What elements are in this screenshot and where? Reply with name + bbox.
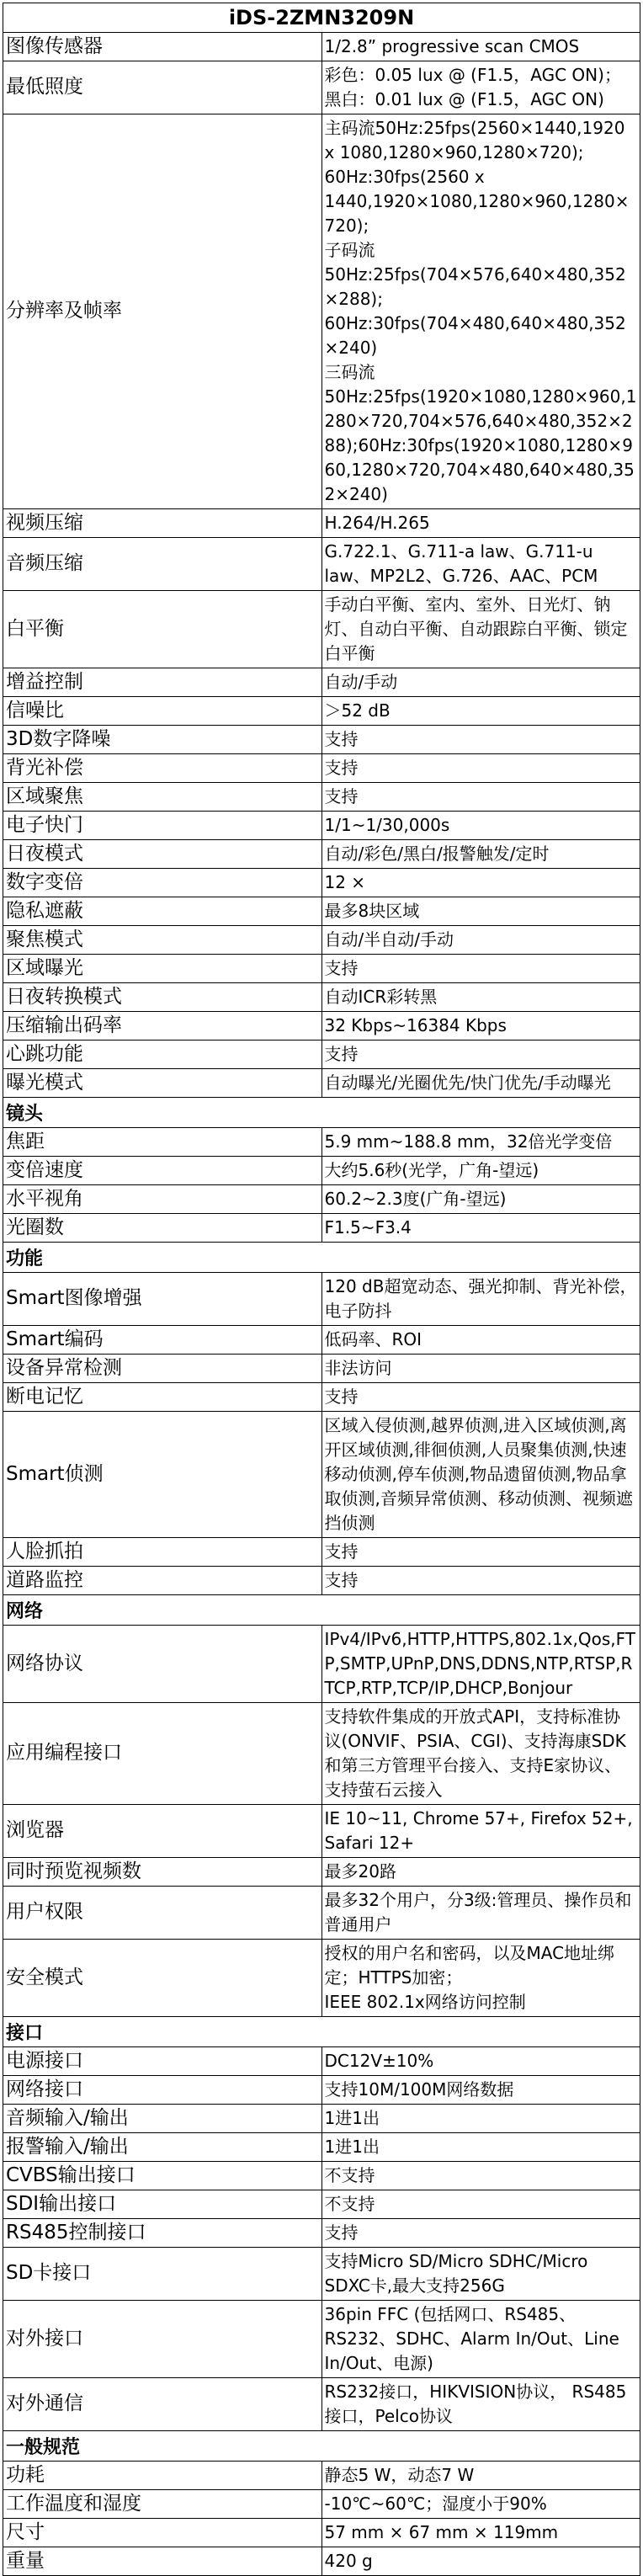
spec-value-cell	[322, 1326, 640, 1355]
spec-label: 聚焦模式	[3, 926, 322, 955]
spec-label: 变倍速度	[3, 1157, 322, 1185]
spec-row	[3, 2133, 640, 2162]
spec-value-cell	[322, 1012, 640, 1041]
spec-label: 报警输入/输出	[3, 2133, 322, 2162]
spec-value-cell	[322, 1858, 640, 1887]
spec-table-body	[3, 3, 640, 2576]
spec-value-cell	[322, 1940, 640, 2017]
spec-label: 应用编程接口	[3, 1703, 322, 1805]
spec-value: 1/2.8” progressive scan CMOS	[324, 36, 580, 56]
spec-label: Smart侦测	[3, 1412, 322, 1538]
spec-label: 日夜转换模式	[3, 983, 322, 1012]
spec-value-cell	[322, 2076, 640, 2105]
spec-label: 重量	[3, 2547, 322, 2576]
spec-value-cell	[322, 955, 640, 983]
spec-value-cell	[322, 1041, 640, 1069]
spec-row	[3, 840, 640, 869]
spec-value-cell	[322, 2248, 640, 2301]
spec-value: 57 mm × 67 mm × 119mm	[324, 2522, 559, 2542]
spec-label: 功耗	[3, 2462, 322, 2490]
spec-row	[3, 1355, 640, 1383]
spec-value: 自动/半自动/手动	[324, 929, 454, 950]
spec-row	[3, 668, 640, 697]
spec-value: 手动白平衡、室内、室外、日光灯、钠灯、自动白平衡、自动跟踪白平衡、锁定白平衡	[324, 594, 628, 663]
spec-label: 区域聚焦	[3, 783, 322, 812]
spec-row	[3, 2490, 640, 2519]
spec-value: 1/1~1/30,000s	[324, 815, 450, 835]
spec-label: 信噪比	[3, 697, 322, 726]
section-heading: 镜头	[3, 1098, 640, 1128]
spec-label: 隐私遮蔽	[3, 897, 322, 926]
spec-value-cell	[322, 1626, 640, 1703]
spec-value-cell	[322, 2133, 640, 2162]
section-row	[3, 1243, 640, 1273]
spec-value-cell	[322, 1567, 640, 1595]
spec-row	[3, 1273, 640, 1326]
spec-value-cell	[322, 812, 640, 840]
spec-value: 1进1出	[324, 2137, 380, 2157]
spec-label: 工作温度和湿度	[3, 2490, 322, 2519]
spec-label: 3D数字降噪	[3, 726, 322, 754]
title-row	[3, 3, 640, 33]
spec-value: 支持10M/100M网络数据	[324, 2079, 514, 2100]
spec-value: -10℃~60℃；湿度小于90%	[324, 2494, 547, 2514]
spec-value: 区域入侵侦测,越界侦测,进入区域侦测,离开区域侦测,徘徊侦测,人员聚集侦测,快速移动侦测,停车侦测,物品遗留侦测,物品拿取侦测,音频异常侦测、移动侦测、视频遮挡侦测	[324, 1415, 633, 1533]
spec-row	[3, 1383, 640, 1412]
spec-value: 支持Micro SD/Micro SDHC/Micro SDXC卡,最大支持256G	[324, 2251, 588, 2296]
spec-value-cell	[322, 1185, 640, 1214]
spec-row	[3, 509, 640, 538]
spec-row	[3, 1412, 640, 1538]
spec-row	[3, 2219, 640, 2248]
spec-row	[3, 1538, 640, 1567]
spec-row	[3, 1214, 640, 1243]
spec-value-cell	[322, 2219, 640, 2248]
spec-label: 电源接口	[3, 2047, 322, 2076]
spec-value-cell	[322, 61, 640, 114]
spec-label: 压缩输出码率	[3, 1012, 322, 1041]
spec-row	[3, 1069, 640, 1098]
spec-label: 区域曝光	[3, 955, 322, 983]
spec-row	[3, 1041, 640, 1069]
spec-value-cell	[322, 983, 640, 1012]
spec-label: 心跳功能	[3, 1041, 322, 1069]
spec-value-cell	[322, 668, 640, 697]
spec-value-cell	[322, 1157, 640, 1185]
spec-label: 同时预览视频数	[3, 1858, 322, 1887]
spec-value-cell	[322, 2547, 640, 2576]
spec-value: H.264/H.265	[324, 513, 430, 533]
spec-value-cell	[322, 840, 640, 869]
spec-value: 不支持	[324, 2165, 375, 2185]
spec-row	[3, 1887, 640, 1940]
spec-value: 12 ×	[324, 872, 366, 892]
spec-label: 电子快门	[3, 812, 322, 840]
spec-row	[3, 1567, 640, 1595]
spec-label: CVBS输出接口	[3, 2162, 322, 2190]
spec-value: ＞52 dB	[324, 700, 391, 721]
spec-value: 静态5 W，动态7 W	[324, 2465, 475, 2485]
spec-label: SDI输出接口	[3, 2190, 322, 2219]
spec-label: 人脸抓拍	[3, 1538, 322, 1567]
spec-value-cell	[322, 1887, 640, 1940]
spec-value-cell	[322, 754, 640, 783]
spec-label: 数字变倍	[3, 869, 322, 897]
spec-value-cell	[322, 2047, 640, 2076]
spec-value-cell	[322, 697, 640, 726]
spec-value-cell	[322, 2162, 640, 2190]
spec-row	[3, 754, 640, 783]
spec-value: DC12V±10%	[324, 2051, 434, 2071]
spec-value-cell	[322, 1412, 640, 1538]
spec-label: 音频输入/输出	[3, 2105, 322, 2133]
spec-value-cell	[322, 2190, 640, 2219]
spec-value: 支持	[324, 729, 359, 749]
spec-value-cell	[322, 591, 640, 668]
spec-value: 60.2~2.3度(广角-望远)	[324, 1189, 507, 1209]
spec-value: 支持	[324, 2222, 359, 2243]
spec-value: 支持软件集成的开放式API，支持标准协议(ONVIF、PSIA、CGI)、支持海康SDK和第三方管理平台接入、支持E家协议、支持萤石云接入	[324, 1706, 626, 1800]
spec-value-cell	[322, 897, 640, 926]
spec-row	[3, 783, 640, 812]
spec-row	[3, 2248, 640, 2301]
spec-label: Smart编码	[3, 1326, 322, 1355]
spec-value-cell	[322, 2301, 640, 2378]
spec-value: 36pin FFC (包括网口、RS485、RS232、SDHC、Alarm In/Out、Line In/Out、电源)	[324, 2304, 619, 2373]
spec-row	[3, 2378, 640, 2431]
spec-row	[3, 1940, 640, 2017]
spec-value-cell	[322, 114, 640, 509]
spec-value-cell	[322, 1538, 640, 1567]
spec-value: 支持	[324, 958, 359, 978]
spec-label: 用户权限	[3, 1887, 322, 1940]
spec-row	[3, 2301, 640, 2378]
spec-value-cell	[322, 2490, 640, 2519]
spec-value: 支持	[324, 1044, 359, 1064]
spec-value-cell	[322, 2105, 640, 2133]
spec-label: 白平衡	[3, 591, 322, 668]
spec-row	[3, 983, 640, 1012]
spec-row	[3, 726, 640, 754]
spec-value: F1.5~F3.4	[324, 1217, 412, 1237]
spec-row	[3, 538, 640, 591]
spec-value: 自动/彩色/黑白/报警触发/定时	[324, 844, 550, 864]
spec-label: 对外通信	[3, 2378, 322, 2431]
spec-label: 对外接口	[3, 2301, 322, 2378]
spec-value-cell	[322, 1273, 640, 1326]
spec-label: 图像传感器	[3, 33, 322, 61]
model-title: iDS-2ZMN3209N	[3, 3, 640, 33]
spec-label: 音频压缩	[3, 538, 322, 591]
spec-value: 32 Kbps~16384 Kbps	[324, 1015, 507, 1035]
spec-row	[3, 61, 640, 114]
spec-value: 5.9 mm~188.8 mm，32倍光学变倍	[324, 1131, 613, 1152]
spec-row	[3, 2519, 640, 2547]
spec-value-cell	[322, 1805, 640, 1858]
spec-table	[3, 3, 640, 2576]
spec-value: IE 10~11, Chrome 57+, Firefox 52+, Safari 12+	[324, 1808, 633, 1853]
spec-value: 支持	[324, 1386, 359, 1407]
spec-row	[3, 1326, 640, 1355]
spec-value: 非法访问	[324, 1358, 392, 1378]
spec-value: 自动ICR彩转黑	[324, 987, 438, 1007]
spec-label: RS485控制接口	[3, 2219, 322, 2248]
spec-label: 光圈数	[3, 1214, 322, 1243]
spec-row	[3, 1128, 640, 1157]
section-row	[3, 1595, 640, 1626]
spec-row	[3, 1012, 640, 1041]
spec-value: 最多32个用户，分3级:管理员、操作员和普通用户	[324, 1890, 632, 1935]
spec-value: 自动/手动	[324, 672, 398, 692]
spec-value: 自动曝光/光圈优先/快门优先/手动曝光	[324, 1072, 611, 1093]
spec-value: RS232接口，HIKVISION协议， RS485接口，Pelco协议	[324, 2382, 627, 2426]
spec-value-cell	[322, 33, 640, 61]
spec-value: 支持	[324, 1541, 359, 1562]
spec-row	[3, 926, 640, 955]
spec-value: 大约5.6秒(光学，广角-望远)	[324, 1160, 539, 1180]
spec-label: 网络协议	[3, 1626, 322, 1703]
spec-value: 最多20路	[324, 1861, 396, 1881]
spec-label: 断电记忆	[3, 1383, 322, 1412]
spec-value-cell	[322, 1703, 640, 1805]
spec-value: 最多8块区域	[324, 901, 420, 921]
spec-value: 支持	[324, 1570, 359, 1590]
spec-label: 水平视角	[3, 1185, 322, 1214]
spec-row	[3, 1157, 640, 1185]
spec-value: G.722.1、G.711-a law、G.711-u law、MP2L2、G.726、AAC、PCM	[324, 541, 598, 586]
spec-label: 分辨率及帧率	[3, 114, 322, 509]
spec-label: 焦距	[3, 1128, 322, 1157]
spec-value: IPv4/IPv6,HTTP,HTTPS,802.1x,Qos,FTP,SMTP,UPnP,DNS,DDNS,NTP,RTSP,RTCP,RTP,TCP/IP,DHCP,Bonjour	[324, 1629, 635, 1698]
spec-value-cell	[322, 509, 640, 538]
spec-value: 子码流 50Hz:25fps(704×576,640×480,352×288); 60Hz:30fps(704×480,640×480,352×240)	[324, 240, 626, 358]
spec-row	[3, 1626, 640, 1703]
spec-row	[3, 33, 640, 61]
spec-label: 最低照度	[3, 61, 322, 114]
section-heading: 接口	[3, 2017, 640, 2047]
spec-row	[3, 1858, 640, 1887]
spec-value: 授权的用户名和密码，以及MAC地址绑定；HTTPS加密；	[324, 1943, 615, 1988]
spec-row	[3, 2076, 640, 2105]
spec-value: 低码率、ROI	[324, 1329, 422, 1349]
spec-value: 不支持	[324, 2194, 375, 2214]
spec-label: 增益控制	[3, 668, 322, 697]
spec-value-cell	[322, 2519, 640, 2547]
spec-value: 支持	[324, 786, 359, 806]
spec-value: 黑白：0.01 lux @ (F1.5，AGC ON)	[324, 89, 604, 109]
spec-value-cell	[322, 726, 640, 754]
spec-row	[3, 2462, 640, 2490]
spec-value: 三码流 50Hz:25fps(1920×1080,1280×960,1280×720,704×576,640×480,352×288);60Hz:30fps(1920×1080,1280×960,1280×720,704×480,640×480,352×240)	[324, 362, 637, 504]
spec-value: 主码流50Hz:25fps(2560×1440,1920 x 1080,1280×960,1280×720); 60Hz:30fps(2560 x 1440,1920×1080,1280×960,1280×720);	[324, 118, 630, 236]
section-row	[3, 2431, 640, 2462]
spec-label: 浏览器	[3, 1805, 322, 1858]
spec-label: SD卡接口	[3, 2248, 322, 2301]
spec-value: 1进1出	[324, 2108, 380, 2128]
spec-row	[3, 2047, 640, 2076]
spec-value-cell	[322, 1128, 640, 1157]
spec-value-cell	[322, 2378, 640, 2431]
spec-row	[3, 2547, 640, 2576]
section-heading: 一般规范	[3, 2431, 640, 2462]
spec-value-cell	[322, 1355, 640, 1383]
spec-label: 视频压缩	[3, 509, 322, 538]
spec-label: Smart图像增强	[3, 1273, 322, 1326]
spec-row	[3, 697, 640, 726]
spec-value-cell	[322, 783, 640, 812]
spec-row	[3, 2105, 640, 2133]
spec-row	[3, 1185, 640, 1214]
spec-value: 120 dB超宽动态、强光抑制、背光补偿，电子防抖	[324, 1276, 637, 1321]
spec-label: 安全模式	[3, 1940, 322, 2017]
spec-row	[3, 955, 640, 983]
section-heading: 功能	[3, 1243, 640, 1273]
spec-value-cell	[322, 1069, 640, 1098]
spec-row	[3, 114, 640, 509]
section-heading: 网络	[3, 1595, 640, 1626]
spec-value: 420 g	[324, 2551, 373, 2571]
spec-value: 彩色：0.05 lux @ (F1.5，AGC ON)；	[324, 65, 621, 85]
spec-row	[3, 897, 640, 926]
spec-value-cell	[322, 1383, 640, 1412]
spec-row	[3, 1703, 640, 1805]
spec-value-cell	[322, 538, 640, 591]
spec-row	[3, 2190, 640, 2219]
spec-value-cell	[322, 2462, 640, 2490]
spec-value-cell	[322, 1214, 640, 1243]
spec-label: 日夜模式	[3, 840, 322, 869]
spec-value-cell	[322, 869, 640, 897]
spec-label: 道路监控	[3, 1567, 322, 1595]
spec-label: 曝光模式	[3, 1069, 322, 1098]
spec-label: 设备异常检测	[3, 1355, 322, 1383]
spec-label: 背光补偿	[3, 754, 322, 783]
spec-label: 网络接口	[3, 2076, 322, 2105]
spec-label: 尺寸	[3, 2519, 322, 2547]
spec-row	[3, 2162, 640, 2190]
spec-value-cell	[322, 926, 640, 955]
section-row	[3, 1098, 640, 1128]
section-row	[3, 2017, 640, 2047]
spec-row	[3, 812, 640, 840]
spec-row	[3, 869, 640, 897]
spec-value: 支持	[324, 758, 359, 778]
spec-row	[3, 591, 640, 668]
spec-row	[3, 1805, 640, 1858]
spec-value: IEEE 802.1x网络访问控制	[324, 1992, 526, 2012]
